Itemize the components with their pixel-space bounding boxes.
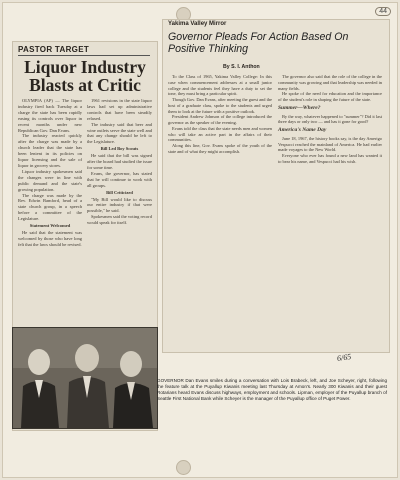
byline: By S. I. Anthon [223, 64, 260, 70]
paragraph: Though Gov. Dan Evans, after meeting the guest and the host of a graduate class, spoke to the students and urged them to look at the future with a positive outlook. [168, 97, 272, 114]
right-column-2 [278, 74, 382, 165]
photo-caption: GOVERNOR Dan Evans smiles during a conversation with Lois Brabeck, left, and Joe Scheyer, right, following the feature talk at the Puyallup Kiwanis meeting last Thursday at Amon's. Nearly 300 Kiwanis and their guest Rotarians heard Evans discuss highways, employment and schools. Lipman, employer of the Puyallup branch of Seattle First National Bank while Scheyer is the manager of the Puyallup office of Puget Power. [157, 378, 387, 401]
left-headline: Liquor Industry Blasts at Critic [24, 57, 146, 95]
paragraph: "My Bill would like to discuss our entire industry if that were possible," he said. [87, 196, 152, 214]
paragraph: By the way, whatever happened to "summer"? Did it last three days or only two — and has it gone for good? [278, 113, 382, 125]
paragraph: The governor also said that the role of the college in the community was growing and that leadership was needed in many fields. [278, 74, 382, 91]
paragraph: Spokesmen said the voting record would speak for itself. [87, 214, 152, 226]
paragraph: The charge was made by the Rev. Edwin Bamford, head of a state church group, in a speech before a committee of the Legislature. [18, 192, 82, 222]
paragraph: President Andrew Johnson of the college introduced the governor as the speaker of the evening. [168, 114, 272, 125]
scrapbook-page [2, 2, 398, 478]
handwritten-date: 6/65 [336, 352, 352, 363]
paragraph: The industry reacted quickly after the charge was made by a church leader that the state has been lenient in its policies on liquor licensing and the sale of liquor in grocery stores. [18, 133, 82, 168]
subheading: Bill Criticized [106, 189, 133, 195]
paragraph: He spoke of the need for education and the importance of the student's role in shaping the future of the state. [278, 91, 382, 102]
paragraph: 1961 revisions in the state liquor laws had set up administrative controls that have been steadily relaxed. [87, 98, 152, 121]
paragraph: Liquor industry spokesmen said the changes were in line with public demand and the state's growing population. [18, 168, 82, 192]
section-tag: PASTOR TARGET [18, 45, 90, 54]
right-column-1 [168, 74, 272, 155]
paragraph: The industry said that beer and wine outlets serve the state well and that any change should be left to the Legislature. [87, 121, 152, 145]
paragraph: Along this line, Gov. Evans spoke of the youth of the state and of what they might accomplish. [168, 143, 272, 154]
paragraph: He said that the bill was signed after the board had studied the issue for some time. [87, 153, 152, 170]
subheading: Statement Welcomed [29, 223, 71, 229]
left-column-1 [18, 98, 82, 248]
right-headline: Governor Pleads For Action Based On Positive Thinking [168, 31, 349, 55]
divider [18, 55, 150, 56]
newspaper-name: Yakima Valley Mirror [168, 21, 227, 27]
page-number: 44 [375, 7, 391, 16]
binder-hole [176, 460, 191, 475]
paragraph: To the Class of 1965, Yakima Valley College: In this case when commencement addresses at a small junior college and the students feel they have a duty to set the tone, they must bring a particular spirit. [168, 74, 272, 97]
paragraph: OLYMPIA (AP) — The liquor industry fired back Tuesday at a charge the state has been rapidly easing its controls over liquor in recent months under new Republican Gov. Dan Evans. [18, 98, 82, 133]
paragraph: Everyone who ever has found a new land has wanted it to bear his name, and Vespucci had his wish. [278, 153, 382, 164]
subheading: Summer—Where? [278, 104, 321, 111]
paragraph: Evans, the governor, has stated that he will continue to work with all groups. [87, 170, 152, 188]
paragraph: June 18, 1967, the history books say, is the day Amerigo Vespucci reached the mainland of America. He had earlier made voyages to the New World. [278, 135, 382, 153]
right-news-clipping [162, 19, 390, 353]
subheading: America's Name Day [278, 127, 327, 133]
news-photo [12, 327, 158, 429]
left-column-2 [87, 98, 152, 226]
photo-image [13, 328, 157, 428]
paragraph: Evans told the class that the state needs men and women who will take an active part in the affairs of their communities. [168, 125, 272, 143]
subheading: Bill Led Boy Scouts [100, 146, 139, 152]
paragraph: He said that the statement was welcomed by those who have long felt that the laws should be revised. [18, 229, 82, 247]
